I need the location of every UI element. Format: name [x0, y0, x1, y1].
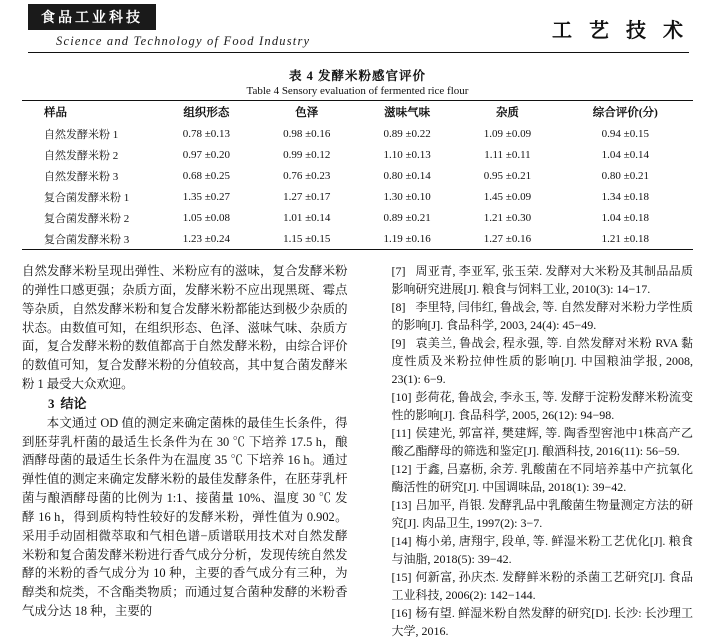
table-cell: 0.99 ±0.12 — [283, 148, 331, 161]
reference-item — [368, 262, 694, 298]
table-cell: 0.89 ±0.22 — [383, 127, 431, 140]
reference-text: 何新富, 孙庆杰. 发酵鲜米粉的杀菌工艺研究[J]. 食品工业科技, 2006(2): 142−144. — [391, 570, 693, 602]
reference-text: 侯建光, 郭富祥, 樊建辉, 等. 陶香型窖池中1株高产乙酸乙酯酵母的筛选和鉴定[J]. 酿酒科技, 2016(11): 56−59. — [391, 426, 693, 458]
sensory-table-block — [22, 66, 693, 250]
left-column — [22, 262, 348, 640]
reference-text: 梅小弟, 唐翔宇, 段单, 等. 鲜湿米粉工艺优化[J]. 粮食与油脂, 2018(5): 39−42. — [391, 534, 693, 566]
table-cell: 1.45 ±0.09 — [483, 190, 532, 203]
table-cell: 自然发酵米粉 3 — [44, 170, 119, 183]
table-cell: 1.21 ±0.30 — [483, 211, 532, 224]
table-cell: 1.04 ±0.14 — [601, 148, 649, 161]
reference-number: [8] — [391, 300, 406, 314]
reference-number: [10] — [391, 390, 412, 404]
table-cell: 0.98 ±0.16 — [283, 127, 331, 140]
table-row — [22, 144, 693, 165]
page-header — [22, 0, 693, 56]
table-cell: 1.05 ±0.08 — [182, 211, 231, 224]
table-row — [22, 123, 693, 144]
table-cell: 0.80 ±0.14 — [383, 169, 431, 182]
reference-item — [368, 334, 694, 388]
table-caption-cn: 表 4 发酵米粉感官评价 — [288, 69, 426, 83]
table-cell: 1.10 ±0.13 — [383, 148, 431, 161]
section-label: 结论 — [60, 395, 87, 411]
reference-number: [11] — [391, 426, 412, 440]
conclusion-paragraph: 本文通过 OD 值的测定来确定菌株的最佳生长条件，得到胚芽乳杆菌的最适生长条件为在 30 ℃ 下培养 17.5 h，酿酒酵母菌的最适生长条件为在温度 35 ℃ 下培养 16 h。通过弹性值的测定来确定发酵米粉的最佳发酵条件，在胚芽乳杆菌与酿酒酵母菌的比例为 1:1、接菌量 10%、温度 30 ℃ 发酵 16 h，得到质构特性较好的发酵米粉，弹性值为 0.902。采用手动固相微萃取和气相色谱−质谱联用技术对自然发酵米粉和复合菌发酵米粉进行香气成分分析，发现传统自然发酵的米粉的香气成分为 10 种，主要的香气成分有三种，为醇类和烷类，不含酯类物质；而通过复合菌种发酵的米粉香气成分达 18 种，主要的 — [22, 415, 348, 619]
table-row — [22, 186, 693, 207]
reference-item — [368, 298, 694, 334]
right-column-references — [368, 262, 694, 640]
table-cell: 1.27 ±0.16 — [483, 232, 532, 245]
table-cell: 自然发酵米粉 2 — [44, 149, 119, 162]
table-cell: 复合菌发酵米粉 2 — [44, 212, 130, 225]
table-cell: 1.11 ±0.11 — [484, 148, 531, 161]
reference-item — [368, 604, 694, 640]
table-header-cell: 组织形态 — [156, 101, 256, 124]
journal-english-title: Science and Technology of Food Industry — [56, 34, 311, 48]
reference-number: [9] — [391, 336, 406, 350]
section-number: 3 — [48, 395, 55, 411]
reference-text: 于鑫, 吕嘉枥, 余芳. 乳酸菌在不同培养基中产抗氧化酶活性的研究[J]. 中国调味品, 2018(1): 39−42. — [391, 462, 693, 494]
journal-logo: 食品工业科技 — [28, 4, 156, 30]
reference-text: 杨有望. 鲜湿米粉自然发酵的研究[D]. 长沙: 长沙理工大学, 2016. — [391, 606, 693, 638]
reference-number: [12] — [391, 462, 412, 476]
reference-text: 袁美兰, 鲁战会, 程永强, 等. 自然发酵对米粉 RVA 黏度性质及米粉拉伸性质的影响[J]. 中国粮油学报, 2008, 23(1): 6−9. — [391, 336, 693, 386]
reference-number: [13] — [391, 498, 412, 512]
table-cell: 0.68 ±0.25 — [182, 169, 231, 182]
table-cell: 1.35 ±0.27 — [182, 190, 231, 203]
table-cell: 0.94 ±0.15 — [601, 127, 649, 140]
reference-item — [368, 496, 694, 532]
reference-item — [368, 568, 694, 604]
table-row — [22, 228, 693, 250]
table-cell: 1.04 ±0.18 — [601, 211, 649, 224]
table-row — [22, 207, 693, 228]
table-cell: 复合菌发酵米粉 3 — [44, 233, 130, 246]
table-header-cell: 色泽 — [257, 101, 357, 124]
table-cell: 1.34 ±0.18 — [601, 190, 649, 203]
reference-number: [15] — [391, 570, 412, 584]
body-columns — [22, 262, 693, 640]
table-cell: 0.89 ±0.21 — [383, 211, 431, 224]
section-heading-conclusion — [22, 394, 348, 414]
reference-item — [368, 532, 694, 568]
table-header-row — [22, 101, 693, 124]
table-cell: 0.97 ±0.20 — [182, 148, 231, 161]
reference-number: [14] — [391, 534, 412, 548]
table-cell: 自然发酵米粉 1 — [44, 128, 119, 141]
table-cell: 1.01 ±0.14 — [283, 211, 331, 224]
reference-text: 李里特, 闫伟红, 鲁战会, 等. 自然发酵对米粉力学性质的影响[J]. 食品科学, 2003, 24(4): 45−49. — [391, 300, 693, 332]
table-cell: 1.27 ±0.17 — [283, 190, 331, 203]
sensory-evaluation-table — [22, 100, 693, 250]
header-divider — [28, 52, 689, 53]
table-header-cell: 杂质 — [457, 101, 557, 124]
table-body — [22, 123, 693, 250]
reference-item — [368, 460, 694, 496]
table-cell: 1.19 ±0.16 — [383, 232, 431, 245]
reference-text: 吕加平, 肖银. 发酵乳品中乳酸菌生物量测定方法的研究[J]. 肉品卫生, 1997(2): 3−7. — [391, 498, 693, 530]
reference-item — [368, 388, 694, 424]
section-heading: 工 艺 技 术 — [552, 20, 689, 42]
table-cell: 0.76 ±0.23 — [283, 169, 331, 182]
table-header-cell: 样品 — [22, 101, 156, 124]
reference-text: 彭荷花, 鲁战会, 李永玉, 等. 发酵于淀粉发酵米粉流变性的影响[J]. 食品科学, 2005, 26(12): 94−98. — [391, 390, 693, 422]
table-caption-en: Table 4 Sensory evaluation of fermented rice flour — [246, 85, 469, 97]
reference-number: [7] — [391, 264, 406, 278]
paragraph-continued: 自然发酵米粉呈现出弹性、米粉应有的滋味，复合发酵米粉的弹性口感更强；杂质方面，发酵米粉不应出现黑斑、霉点等杂质，自然发酵米粉和复合发酵米粉都能达到极少杂质的状态。由数值可知，在组织形态、色泽、滋味气味、杂质方面，复合发酵米粉的数值都高于自然发酵米粉，由综合评价的数值可知，复合发酵米粉的分值较高，其中复合菌发酵米粉 1 最受大众欢迎。 — [22, 264, 348, 392]
table-cell: 复合菌发酵米粉 1 — [44, 191, 130, 204]
table-cell: 1.09 ±0.09 — [483, 127, 532, 140]
reference-number: [16] — [391, 606, 412, 620]
table-cell: 0.80 ±0.21 — [601, 169, 649, 182]
table-cell: 1.15 ±0.15 — [283, 232, 331, 245]
table-row — [22, 165, 693, 186]
table-cell: 1.23 ±0.24 — [182, 232, 231, 245]
table-cell: 1.21 ±0.18 — [601, 232, 649, 245]
table-cell: 0.78 ±0.13 — [182, 127, 231, 140]
table-cell: 1.30 ±0.10 — [383, 190, 431, 203]
reference-item — [368, 424, 694, 460]
table-header-cell: 滋味气味 — [357, 101, 457, 124]
table-header-cell: 综合评价(分) — [558, 101, 693, 124]
table-cell: 0.95 ±0.21 — [483, 169, 532, 182]
reference-text: 周亚青, 李亚军, 张玉荣. 发酵对大米粉及其制品品质影响研究进展[J]. 粮食与饲料工业, 2010(3): 14−17. — [391, 264, 693, 296]
